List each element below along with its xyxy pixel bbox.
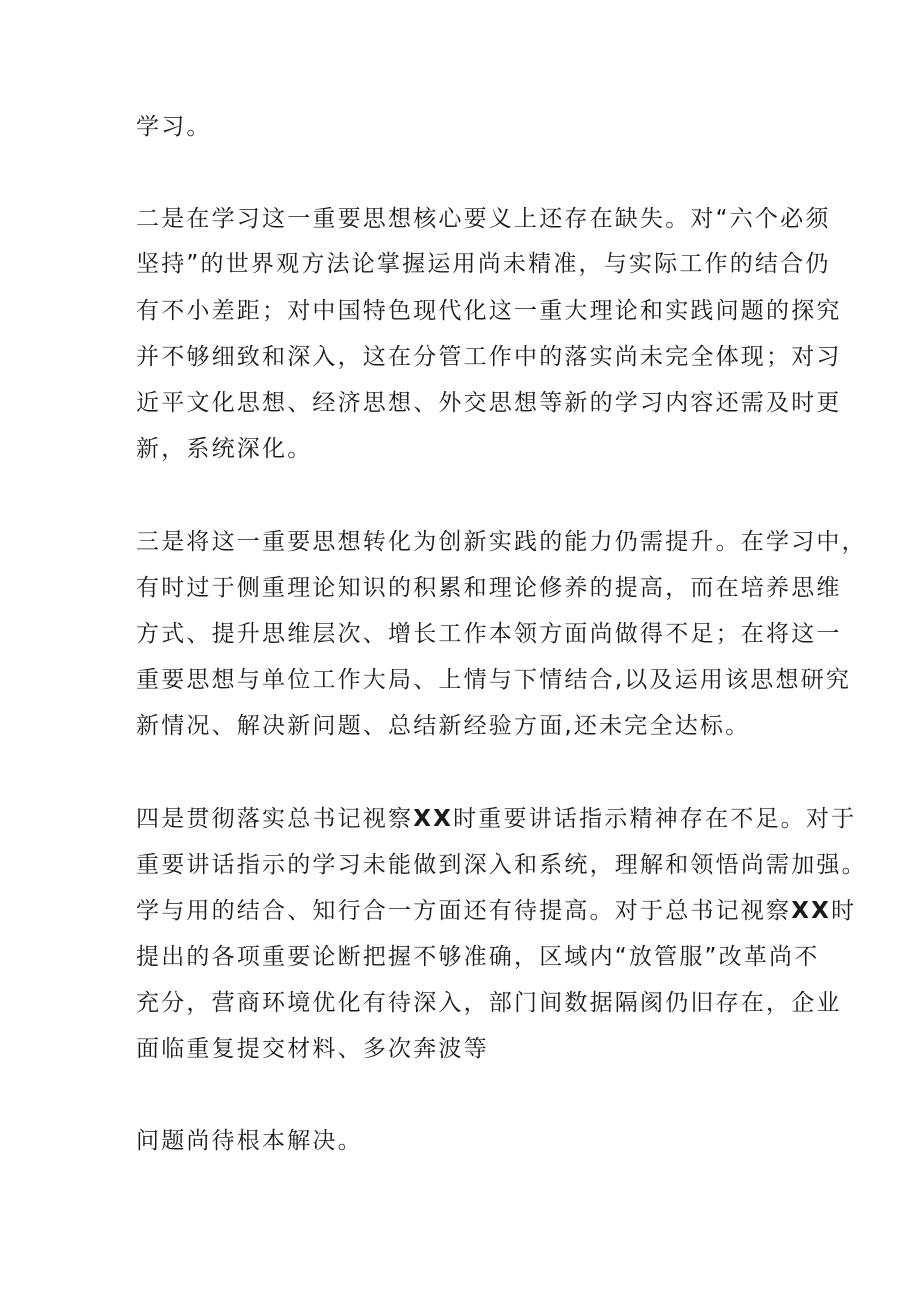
paragraph-4-line: 重要讲话指示的学习未能做到深入和系统，理解和领悟尚需加强。 bbox=[136, 852, 867, 878]
paragraph-2-line: 坚持”的世界观方法论掌握运用尚未精准，与实际工作的结合仍 bbox=[136, 251, 831, 277]
paragraph-2-line: 二是在学习这一重要思想核心要义上还存在缺失。对“六个必须 bbox=[136, 206, 831, 232]
paragraph-2-line: 新，系统深化。 bbox=[136, 436, 313, 462]
paragraph-3-line: 三是将这一重要思想转化为创新实践的能力仍需提升。在学习中， bbox=[136, 529, 867, 555]
paragraph-3-line: 重要思想与单位工作大局、上情与下情结合,以及运用该思想研究 bbox=[136, 667, 852, 693]
closing-text: 问题尚待根本解决。 bbox=[136, 1128, 363, 1154]
paragraph-4-line bbox=[136, 804, 856, 834]
paragraph-2-line: 并不够细致和深入，这在分管工作中的落实尚未完全体现；对习 bbox=[136, 344, 842, 370]
paragraph-4-text: 四是贯彻落实总书记视察 bbox=[136, 806, 414, 832]
intro-tail-text: 学习。 bbox=[136, 114, 212, 140]
paragraph-4-line: 提出的各项重要论断把握不够准确，区域内“放管服”改革尚不 bbox=[136, 944, 820, 970]
paragraph-4-line: 充分，营商环境优化有待深入，部门间数据隔阂仍旧存在，企业 bbox=[136, 990, 842, 1016]
paragraph-4-text: 学与用的结合、知行合一方面还有待提高。对于总书记视察 bbox=[136, 898, 792, 924]
paragraph-2-line: 近平文化思想、经济思想、外交思想等新的学习内容还需及时更 bbox=[136, 390, 842, 416]
paragraph-3-line: 新情况、解决新问题、总结新经验方面,还未完全达标。 bbox=[136, 713, 751, 739]
paragraph-3-line: 方式、提升思维层次、增长工作本领方面尚做得不足；在将这一 bbox=[136, 621, 842, 647]
paragraph-4-line: 面临重复提交材料、多次奔波等 bbox=[136, 1036, 489, 1062]
paragraph-4-text: 时重要讲话指示精神存在不足。对于 bbox=[453, 806, 857, 832]
placeholder-xx: XX bbox=[791, 898, 832, 924]
paragraph-3-line: 有时过于侧重理论知识的积累和理论修养的提高，而在培养思维 bbox=[136, 575, 842, 601]
paragraph-2-line: 有不小差距；对中国特色现代化这一重大理论和实践问题的探究 bbox=[136, 298, 842, 324]
paragraph-4-text: 时 bbox=[831, 898, 857, 924]
placeholder-xx: XX bbox=[413, 806, 454, 832]
paragraph-4-line bbox=[136, 896, 856, 926]
